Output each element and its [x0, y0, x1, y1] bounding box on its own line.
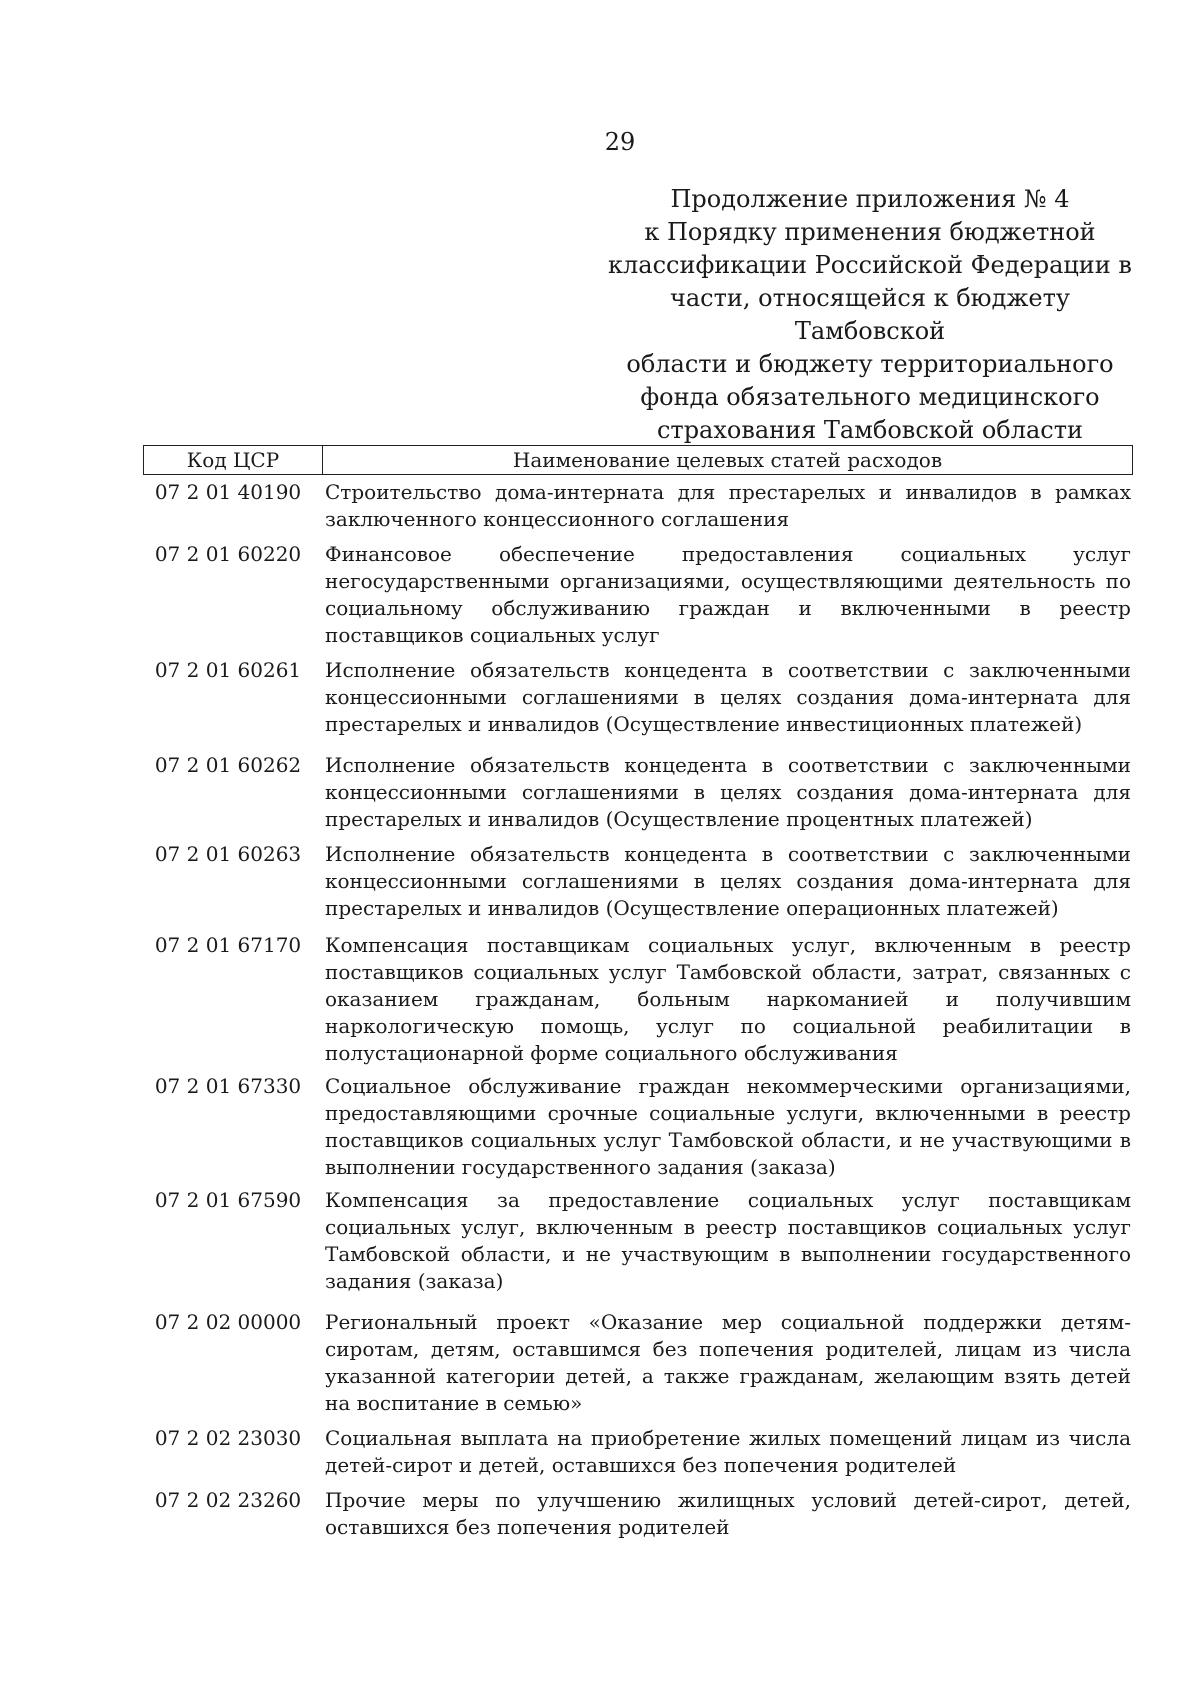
row-name: Исполнение обязательств концедента в соответствии с заключенными концессионными соглашениями в целях создания дома-интерната для престарелых и инвалидов (Осуществление процентных платежей) — [325, 753, 1131, 831]
table-header — [143, 445, 1133, 475]
row-name: Социальное обслуживание граждан некоммерческими организациями, предоставляющими срочные социальные услуги, включенными в реестр поставщиков социальных услуг Тамбовской области, и не участвующими в выполнении государственного задания (заказа) — [325, 1074, 1131, 1179]
annex-heading-line: области и бюджету территориального — [626, 350, 1114, 378]
row-code: 07 2 01 60220 — [154, 542, 302, 566]
column-header-code: Код ЦСР — [144, 446, 323, 474]
annex-heading — [600, 183, 1140, 447]
row-code: 07 2 01 40190 — [154, 480, 302, 504]
row-name: Компенсация поставщикам социальных услуг, включенным в реестр поставщиков социальных услуг Тамбовской области, затрат, связанных с оказанием гражданам, больным наркоманией и получившим наркологическую помощь, услуг по социальной реабилитации в полустационарной форме социального обслуживания — [325, 933, 1131, 1065]
row-code: 07 2 01 67330 — [154, 1074, 302, 1098]
row-name: Исполнение обязательств концедента в соответствии с заключенными концессионными соглашениями в целях создания дома-интерната для престарелых и инвалидов (Осуществление инвестиционных платежей) — [325, 658, 1131, 736]
expense-items-table — [143, 445, 1133, 1541]
row-code: 07 2 01 67590 — [154, 1188, 302, 1212]
row-code: 07 2 01 60262 — [154, 753, 302, 777]
row-name: Финансовое обеспечение предоставления социальных услуг негосударственными организациями, осуществляющими деятельность по социальному обслуживанию граждан и включенными в реестр поставщиков социальных услуг — [325, 542, 1131, 647]
table-row — [143, 1425, 1133, 1479]
table-row — [143, 932, 1133, 1067]
row-code: 07 2 02 23030 — [154, 1426, 302, 1450]
table-row — [143, 1487, 1133, 1541]
row-name: Компенсация за предоставление социальных услуг поставщикам социальных услуг, включенным в реестр поставщиков социальных услуг Тамбовской области, и не участвующим в выполнении государственного задания (заказа) — [325, 1188, 1131, 1293]
annex-heading-line: к Порядку применения бюджетной — [644, 218, 1096, 246]
annex-heading-line: классификации Российской Федерации в — [608, 251, 1132, 279]
table-row — [143, 1073, 1133, 1181]
annex-heading-line: фонда обязательного медицинского — [640, 383, 1100, 411]
row-code: 07 2 01 67170 — [154, 933, 302, 957]
annex-heading-line: Продолжение приложения № 4 — [670, 185, 1070, 213]
table-row — [143, 841, 1133, 922]
annex-heading-line: страхования Тамбовской области — [656, 416, 1084, 444]
table-row — [143, 541, 1133, 649]
table-row — [143, 1309, 1133, 1417]
row-code: 07 2 02 23260 — [154, 1488, 302, 1512]
row-name: Исполнение обязательств концедента в соответствии с заключенными концессионными соглашениями в целях создания дома-интерната для престарелых и инвалидов (Осуществление операционных платежей) — [325, 842, 1131, 920]
row-code: 07 2 01 60263 — [154, 842, 302, 866]
row-name: Строительство дома-интерната для престарелых и инвалидов в рамках заключенного концессионного соглашения — [325, 480, 1131, 531]
row-code: 07 2 02 00000 — [154, 1310, 302, 1334]
row-name: Социальная выплата на приобретение жилых помещений лицам из числа детей-сирот и детей, оставшихся без попечения родителей — [325, 1426, 1131, 1477]
page-number: 29 — [604, 128, 636, 156]
table-row — [143, 752, 1133, 833]
table-row — [143, 657, 1133, 738]
table-row — [143, 1187, 1133, 1295]
row-name: Региональный проект «Оказание мер социальной поддержки детям-сиротам, детям, оставшимся без попечения родителей, лицам из числа указанной категории детей, а также гражданам, желающим взять детей на воспитание в семью» — [325, 1310, 1131, 1415]
row-code: 07 2 01 60261 — [154, 658, 302, 682]
row-name: Прочие меры по улучшению жилищных условий детей-сирот, детей, оставшихся без попечения родителей — [325, 1488, 1131, 1539]
annex-heading-line: части, относящейся к бюджету Тамбовской — [669, 284, 1071, 345]
table-row — [143, 479, 1133, 533]
column-header-name: Наименование целевых статей расходов — [512, 448, 943, 472]
